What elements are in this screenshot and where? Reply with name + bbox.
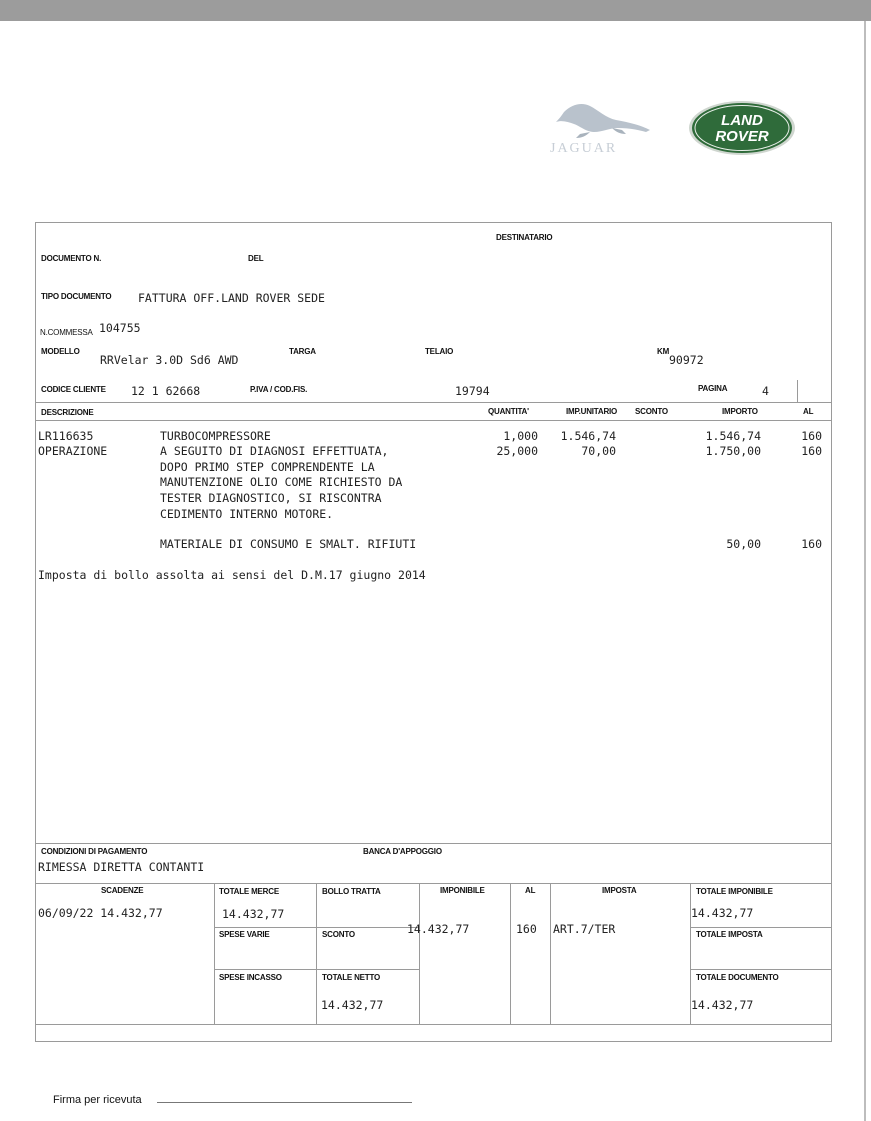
scan-top-bar <box>0 0 871 21</box>
item-unit-price: 1.546,74 <box>560 429 616 443</box>
bollo-tratta-label: BOLLO TRATTA <box>322 887 381 896</box>
jaguar-leaper-icon <box>546 96 658 154</box>
sconto-label: SCONTO <box>322 930 355 939</box>
col-quantita: QUANTITA' <box>488 407 529 416</box>
destinatario-label: DESTINATARIO <box>496 233 553 242</box>
col-al: AL <box>803 407 814 416</box>
commessa-value: 104755 <box>99 321 141 335</box>
item-quantity: 25,000 <box>496 444 538 458</box>
totale-imposta-label: TOTALE IMPOSTA <box>696 930 763 939</box>
imposta-value: ART.7/TER <box>553 922 616 936</box>
item-vat-code: 160 <box>801 537 822 551</box>
condizioni-label: CONDIZIONI DI PAGAMENTO <box>41 847 148 856</box>
spese-varie-label: SPESE VARIE <box>219 930 270 939</box>
item-description: A SEGUITO DI DIAGNOSI EFFETTUATA, <box>160 444 389 458</box>
item-unit-price: 70,00 <box>581 444 616 458</box>
al-label: AL <box>525 886 536 895</box>
col-sconto: SCONTO <box>635 407 668 416</box>
item-amount: 1.546,74 <box>705 429 761 443</box>
piva-label: P.IVA / COD.FIS. <box>250 385 308 394</box>
km-label: KM <box>657 347 670 356</box>
imponibile-label: IMPONIBILE <box>440 886 485 895</box>
documento-label: DOCUMENTO N. <box>41 254 102 263</box>
item-quantity: 1,000 <box>503 429 538 443</box>
item-code: LR116635 <box>38 429 94 443</box>
col-importo: IMPORTO <box>722 407 758 416</box>
totale-imponibile-label: TOTALE IMPONIBILE <box>696 887 773 896</box>
al-value: 160 <box>516 922 537 936</box>
land-rover-logo <box>688 100 796 156</box>
tipo-documento-label: TIPO DOCUMENTO <box>41 292 112 301</box>
scadenze-label: SCADENZE <box>101 886 144 895</box>
tipo-documento-value: FATTURA OFF.LAND ROVER SEDE <box>138 291 325 305</box>
rover-word: ROVER <box>715 128 769 145</box>
modello-value: RRVelar 3.0D Sd6 AWD <box>100 353 239 367</box>
targa-label: TARGA <box>289 347 316 356</box>
spese-incasso-label: SPESE INCASSO <box>219 973 282 982</box>
item-description: CEDIMENTO INTERNO MOTORE. <box>160 507 334 521</box>
pagina-value: 4 <box>762 384 769 398</box>
item-description: TESTER DIAGNOSTICO, SI RISCONTRA <box>160 491 382 505</box>
imponibile-value: 14.432,77 <box>407 922 470 936</box>
land-rover-oval-icon <box>688 100 796 156</box>
del-label: DEL <box>248 254 264 263</box>
item-description: MATERIALE DI CONSUMO E SMALT. RIFIUTI <box>160 537 417 551</box>
imposta-label: IMPOSTA <box>602 886 637 895</box>
km-value: 90972 <box>669 353 704 367</box>
totale-imponibile-value: 14.432,77 <box>691 906 754 920</box>
totale-merce-label: TOTALE MERCE <box>219 887 279 896</box>
telaio-label: TELAIO <box>425 347 454 356</box>
item-amount: 1.750,00 <box>705 444 761 458</box>
item-vat-code: 160 <box>801 429 822 443</box>
land-word: LAND <box>721 112 763 129</box>
item-amount: 50,00 <box>726 537 761 551</box>
stamp-duty-note: Imposta di bollo assolta ai sensi del D.M.17 giugno 2014 <box>38 568 426 582</box>
pagina-label: PAGINA <box>698 384 728 393</box>
totale-netto-value: 14.432,77 <box>321 998 384 1012</box>
item-description: MANUTENZIONE OLIO COME RICHIESTO DA <box>160 475 403 489</box>
item-description: DOPO PRIMO STEP COMPRENDENTE LA <box>160 460 375 474</box>
totale-netto-label: TOTALE NETTO <box>322 973 381 982</box>
signature-line <box>157 1102 412 1103</box>
svg-text:JAGUAR: JAGUAR <box>550 141 618 154</box>
codice-cliente-label: CODICE CLIENTE <box>41 385 106 394</box>
scadenze-value: 06/09/22 14.432,77 <box>38 906 163 920</box>
item-code: OPERAZIONE <box>38 444 108 458</box>
jaguar-logo <box>546 96 658 154</box>
col-imp-unitario: IMP.UNITARIO <box>566 407 618 416</box>
totale-merce-value: 14.432,77 <box>222 907 285 921</box>
modello-label: MODELLO <box>41 347 80 356</box>
totale-documento-value: 14.432,77 <box>691 998 754 1012</box>
banca-label: BANCA D'APPOGGIO <box>363 847 442 856</box>
item-description: TURBOCOMPRESSORE <box>160 429 271 443</box>
col-descrizione: DESCRIZIONE <box>41 408 94 417</box>
scan-edge-line <box>864 21 866 1121</box>
piva-value: 19794 <box>455 384 490 398</box>
codice-cliente-value: 12 1 62668 <box>131 384 201 398</box>
signature-label: Firma per ricevuta <box>53 1094 142 1106</box>
item-vat-code: 160 <box>801 444 822 458</box>
condizioni-value: RIMESSA DIRETTA CONTANTI <box>38 860 205 874</box>
totale-documento-label: TOTALE DOCUMENTO <box>696 973 779 982</box>
commessa-label: N.COMMESSA <box>40 328 93 337</box>
